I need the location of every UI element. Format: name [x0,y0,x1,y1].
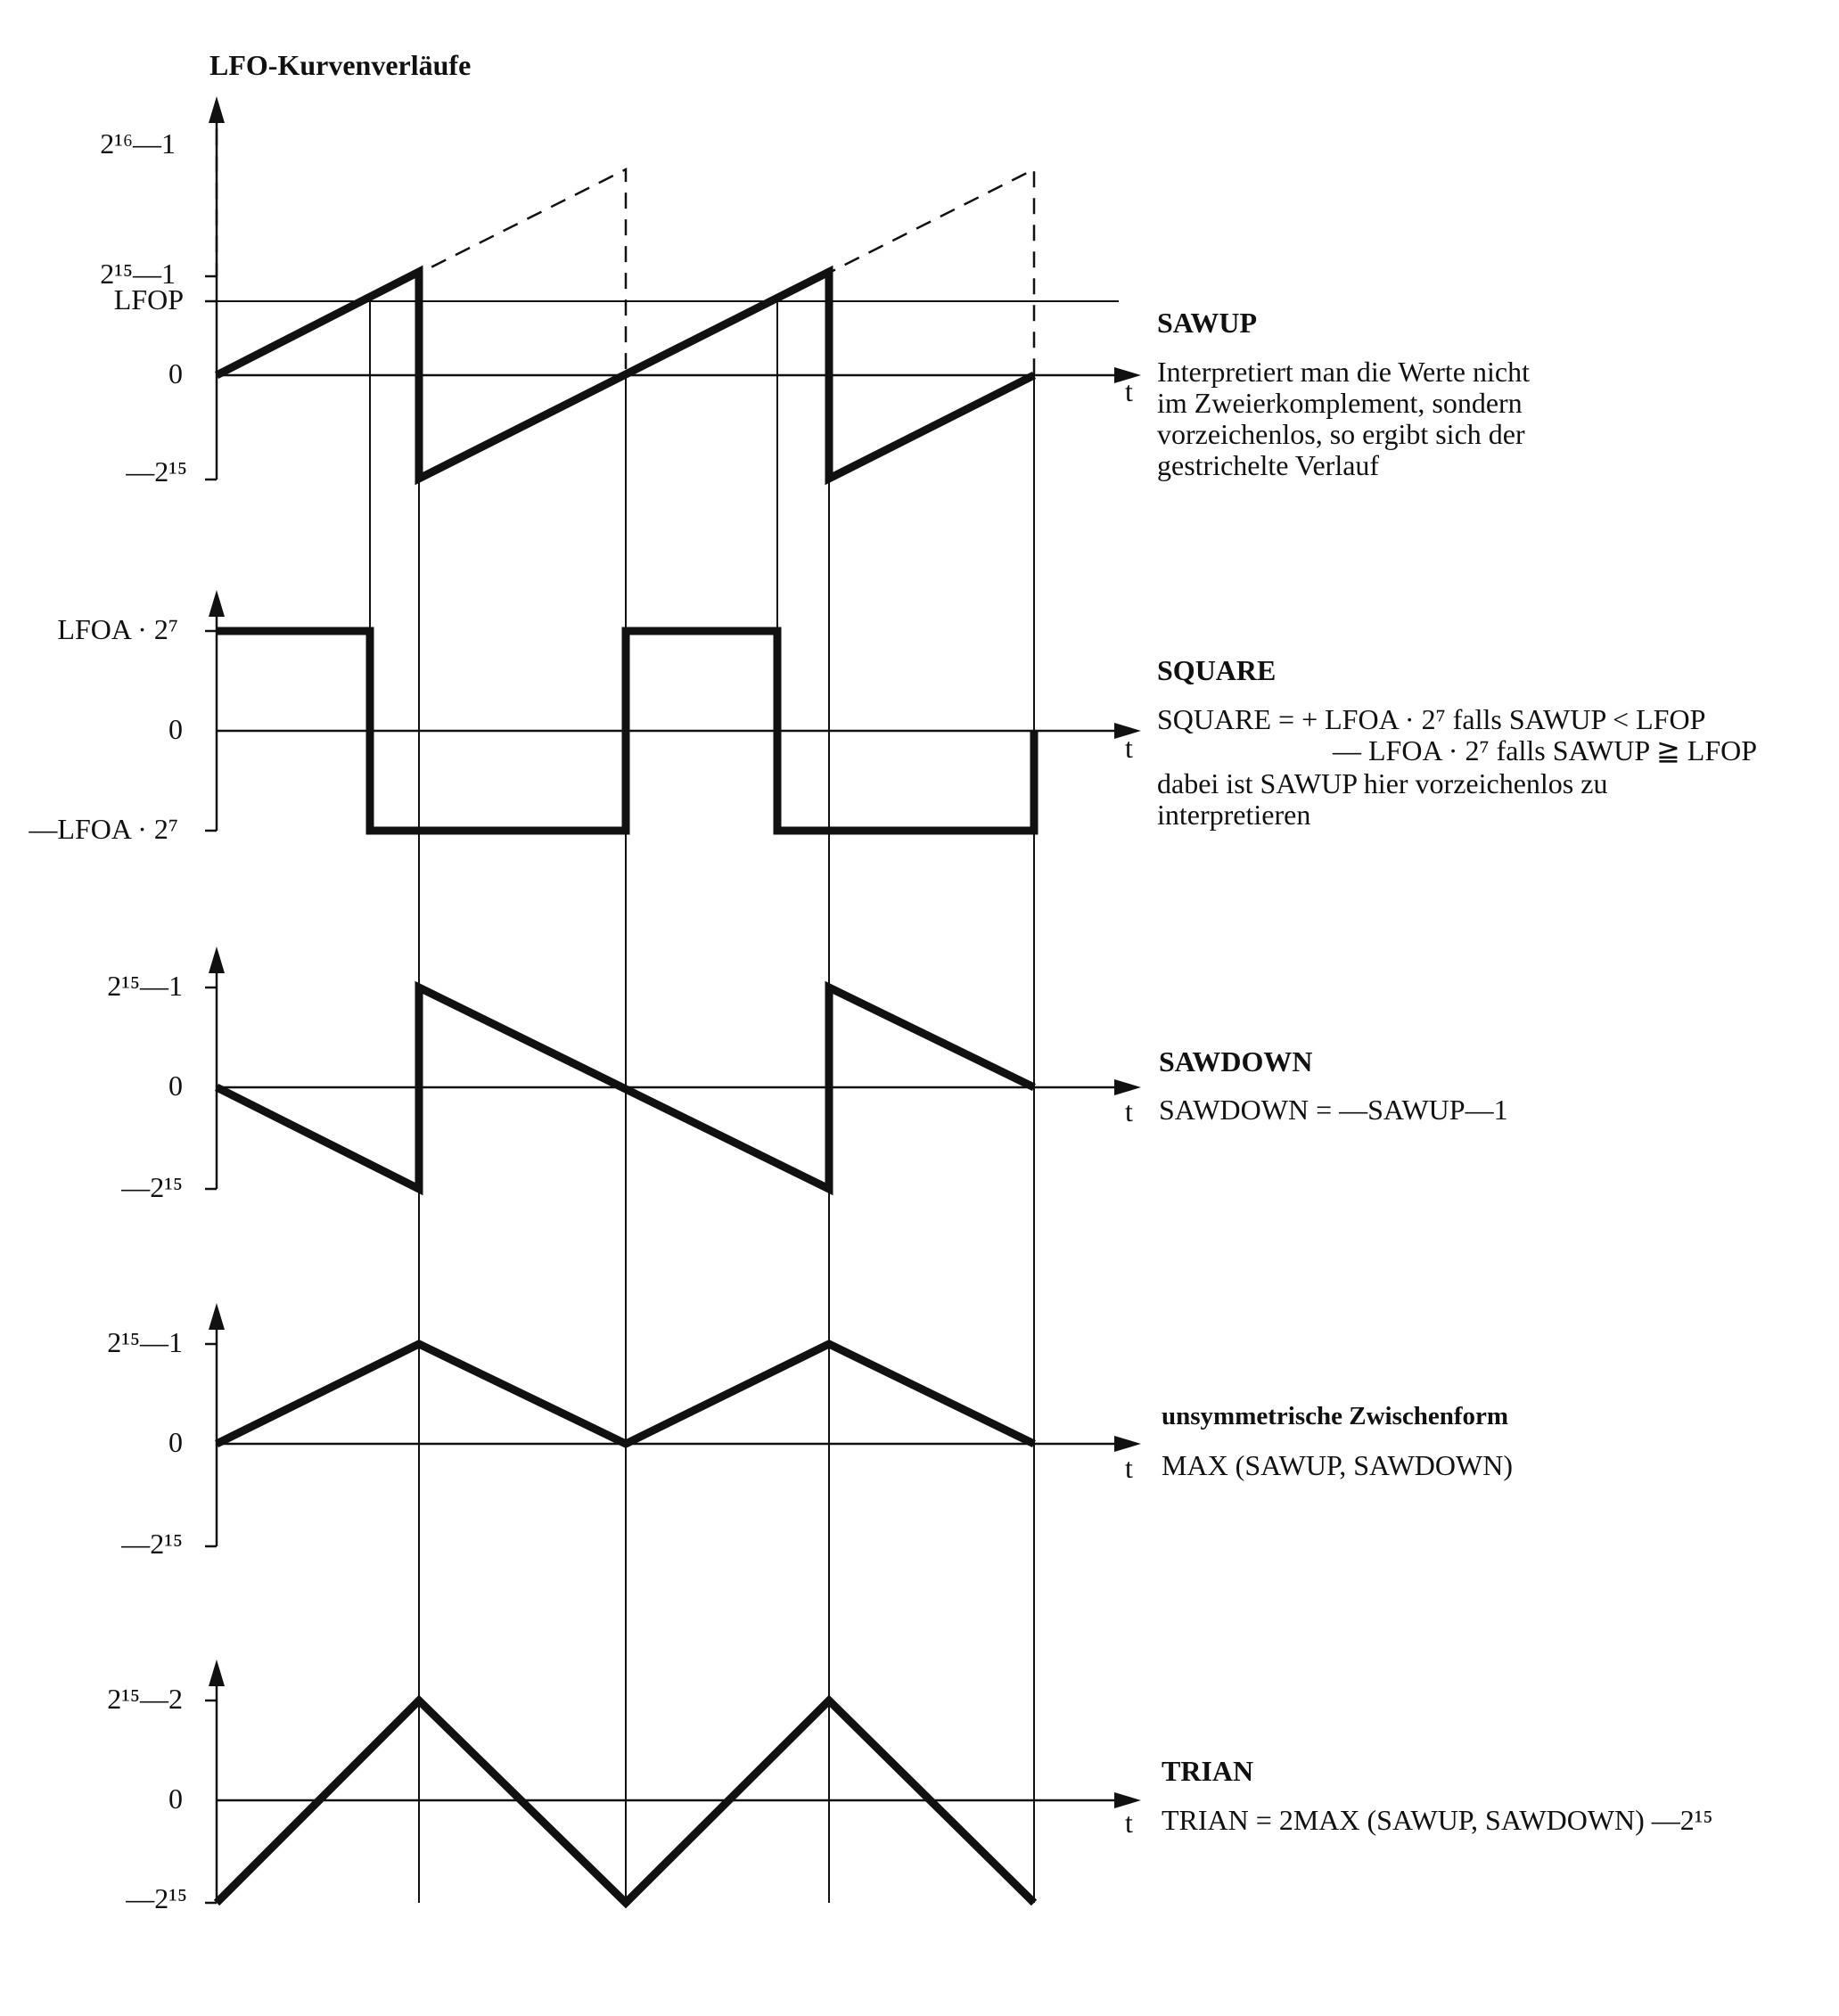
trian-label-min: —2¹⁵ [126,1882,187,1914]
square-formula-1: SQUARE = + LFOA · 2⁷ falls SAWUP < LFOP [1157,703,1706,735]
max-panel [107,1303,1513,1560]
sawdown-t-label: t [1125,1095,1133,1127]
square-t-label: t [1125,732,1133,764]
max-y-arrow [209,1303,225,1330]
sawup-label-lfop: LFOP [113,283,184,316]
max-label-min: —2¹⁵ [121,1528,183,1560]
square-label-min: —LFOA · 2⁷ [29,813,178,845]
sawup-unsigned-dashed [217,169,1034,375]
trian-t-label: t [1125,1807,1133,1839]
sawdown-formula: SAWDOWN = —SAWUP—1 [1159,1094,1508,1126]
sawup-desc-3: vorzeichenlos, so ergibt sich der [1157,418,1525,450]
trian-heading: TRIAN [1162,1755,1254,1787]
max-formula: MAX (SAWUP, SAWDOWN) [1162,1449,1513,1481]
sawup-label-min: —2¹⁵ [126,455,187,488]
max-label-max: 2¹⁵—1 [107,1326,183,1358]
sawup-t-label: t [1125,375,1133,407]
square-formula-2: — LFOA · 2⁷ falls SAWUP ≧ LFOP [1333,734,1758,766]
sawdown-heading: SAWDOWN [1159,1045,1313,1078]
sawup-desc-4: gestrichelte Verlauf [1157,449,1380,481]
sawup-panel [100,96,1530,488]
sawup-label-max: 2¹⁵—1 [100,258,176,290]
sawup-y-arrow [209,96,225,123]
figure-title: LFO-Kurvenverläufe [209,49,472,81]
trian-label-max: 2¹⁵—2 [107,1683,183,1715]
max-t-arrow [1114,1436,1141,1452]
square-desc-2: interpretieren [1157,799,1311,831]
sawdown-panel [107,947,1507,1203]
sawup-desc-2: im Zweierkomplement, sondern [1157,387,1523,419]
vertical-guides [370,301,1034,1903]
sawup-label-216: 2¹⁶—1 [100,127,176,160]
square-label-zero: 0 [168,713,183,745]
max-heading: unsymmetrische Zwischenform [1162,1402,1509,1430]
sawdown-label-min: —2¹⁵ [121,1171,183,1203]
sawdown-y-arrow [209,947,225,973]
square-panel [28,590,1757,845]
square-label-max: LFOA · 2⁷ [57,613,178,645]
sawdown-label-zero: 0 [168,1069,183,1102]
trian-formula: TRIAN = 2MAX (SAWUP, SAWDOWN) —2¹⁵ [1162,1804,1713,1836]
sawdown-t-arrow [1114,1079,1141,1095]
trian-panel [107,1660,1712,1914]
trian-y-arrow [209,1660,225,1686]
max-t-label: t [1125,1452,1133,1484]
square-heading: SQUARE [1157,654,1277,686]
sawup-label-zero: 0 [168,357,183,389]
sawup-heading: SAWUP [1157,307,1258,339]
max-label-zero: 0 [168,1426,183,1458]
square-y-arrow [209,590,225,617]
sawup-desc-1: Interpretiert man die Werte nicht [1157,356,1530,388]
square-desc-1: dabei ist SAWUP hier vorzeichenlos zu [1157,767,1608,799]
trian-label-zero: 0 [168,1782,183,1815]
sawdown-label-max: 2¹⁵—1 [107,970,183,1002]
